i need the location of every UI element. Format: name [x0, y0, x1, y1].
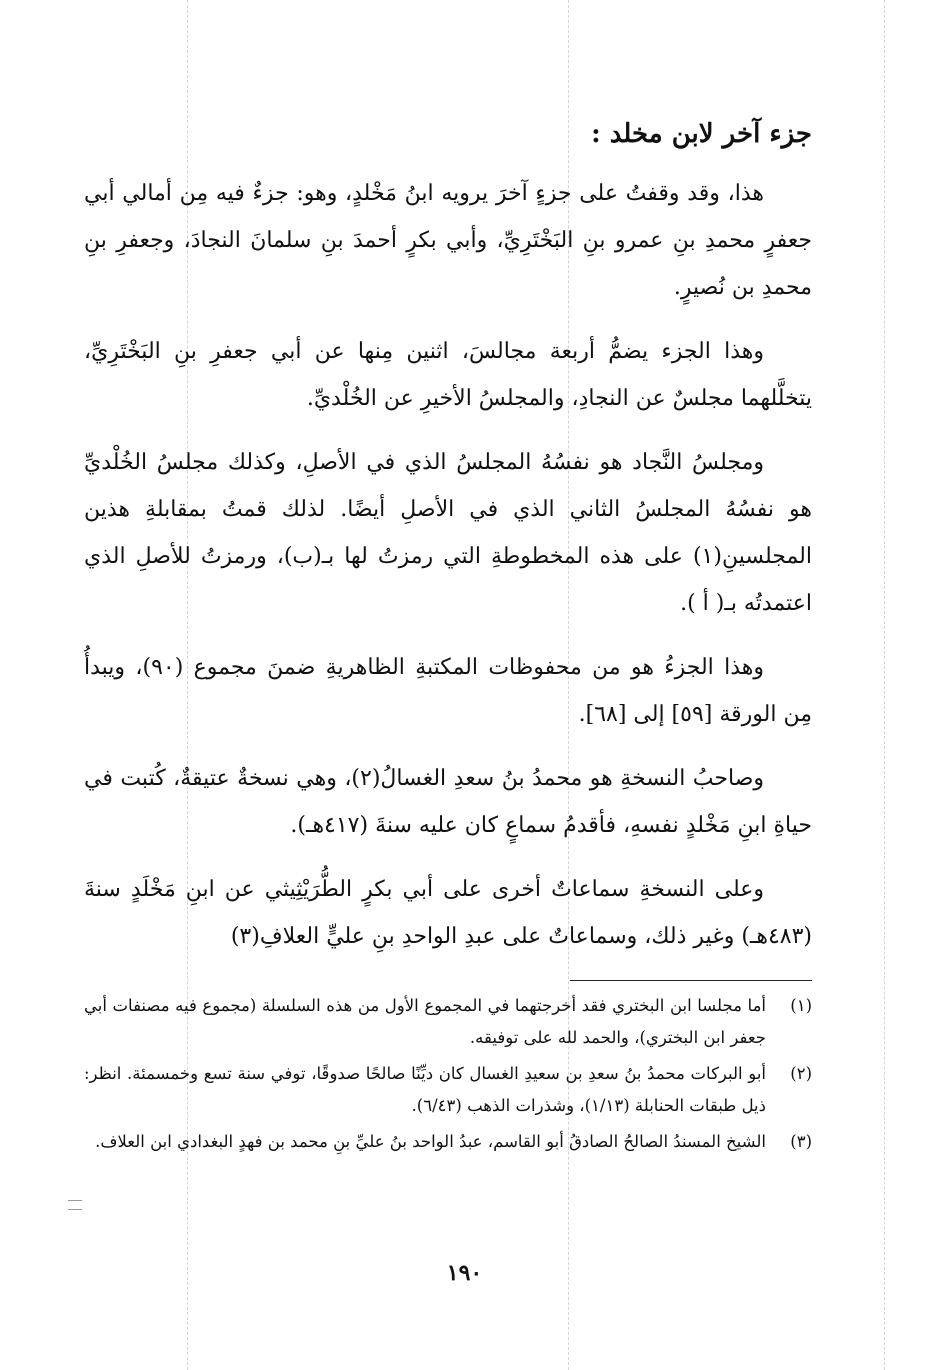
footnote-text: أبو البركات محمدُ بنُ سعدِ بن سعيدِ الغسال كان ديِّنًا صالحًا صدوقًا، توفي سنة تسع وخمسمئة. انظر: ذيل طبقات الحنابلة (١/١٣)، وشذرات الذهب (٦/٤٣).	[84, 1064, 766, 1115]
footnote-2	[84, 1058, 812, 1122]
margin-mark	[68, 1200, 82, 1210]
footnotes	[84, 990, 812, 1162]
section-title: جزء آخر لابن مخلد :	[591, 119, 812, 149]
footnote-3	[84, 1126, 812, 1158]
footnote-separator	[570, 980, 812, 981]
page-number: ١٩٠	[446, 1260, 483, 1286]
guide-line-right	[884, 0, 885, 1370]
footnote-number: (٣)	[790, 1132, 812, 1151]
paragraph-3: ومجلسُ النَّجاد هو نفسُهُ المجلسُ الذي في الأصلِ، وكذلك مجلسُ الخُلْديِّ هو نفسُهُ المجلسُ الثاني الذي في الأصلِ أيضًا. لذلك قمتُ بمقابلةِ هذين المجلسينِ(١) على هذه المخطوطةِ التي رمزتُ لها بـ(ب)، ورمزتُ للأصلِ الذي اعتمدتُه بـ( أ ).	[84, 450, 812, 616]
footnote-number: (٢)	[790, 1064, 812, 1083]
page-body	[84, 112, 812, 977]
footnote-text: أما مجلسا ابن البختري فقد أخرجتهما في المجموع الأول من هذه السلسلة (مجموع فيه مصنفات أبي جعفر ابن البختري)، والحمد لله على توفيقه.	[84, 996, 766, 1047]
paragraph-6: وعلى النسخةِ سماعاتٌ أخرى على أبي بكرٍ الطُّرَيْثِيثي عن ابنِ مَخْلَدٍ سنةَ (٤٨٣هـ) وغير ذلك، وسماعاتٌ على عبدِ الواحدِ بنِ عليٍّ العلافِ(٣)	[84, 877, 812, 949]
footnote-text: الشيخ المسندُ الصالحُ الصادقُ أبو القاسم، عبدُ الواحد بنُ عليِّ بنِ محمد بن فهدٍ البغدادي ابن العلاف.	[95, 1132, 766, 1151]
footnote-1	[84, 990, 812, 1054]
paragraph-4: وهذا الجزءُ هو من محفوظات المكتبةِ الظاهريةِ ضمنَ مجموع (٩٠)، ويبدأُ مِن الورقة [٥٩] إلى [٦٨].	[84, 655, 812, 727]
paragraph-1: هذا، وقد وقفتُ على جزءٍ آخرَ يرويه ابنُ مَخْلدٍ، وهو: جزءٌ فيه مِن أمالي أبي جعفرٍ محمدِ بنِ عمرو بنِ البَخْتَرِيِّ، وأبي بكرٍ أحمدَ بنِ سلمانَ النجادَ، وجعفرِ بنِ محمدِ بن نُصيرٍ.	[84, 181, 812, 300]
paragraph-5: وصاحبُ النسخةِ هو محمدُ بنُ سعدِ الغسالُ(٢)، وهي نسخةٌ عتيقةٌ، كُتبت في حياةِ ابنِ مَخْلدٍ نفسهِ، فأقدمُ سماعٍ كان عليه سنةَ (٤١٧هـ).	[84, 766, 812, 838]
paragraph-2: وهذا الجزء يضمُّ أربعة مجالسَ، اثنين مِنها عن أبي جعفرِ بنِ البَخْتَرِيِّ، يتخلَّلهما مجلسٌ عن النجادِ، والمجلسُ الأخيرِ عن الخُلْديِّ.	[84, 339, 812, 411]
footnote-number: (١)	[790, 996, 812, 1015]
